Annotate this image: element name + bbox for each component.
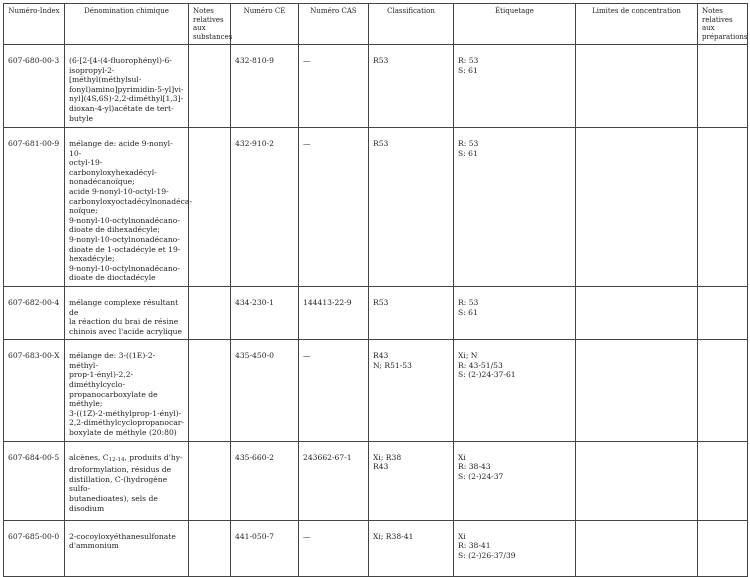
concentration-limits: [576, 286, 698, 339]
header-notes-substances: Notes relatives aux substances: [189, 4, 231, 45]
concentration-limits: [576, 128, 698, 287]
notes-preparations: [698, 45, 748, 128]
chemical-name-line: fonyl)amino]pyrimidin-5-yl]vi-: [69, 84, 184, 94]
classification-line: Xi; R38: [373, 452, 402, 462]
index-number: 607-683-00-X: [4, 340, 65, 441]
table-row: [4, 520, 748, 576]
classification-line: N; R51-53: [373, 360, 412, 370]
concentration-limits: [576, 340, 698, 441]
concentration-limits: [576, 45, 698, 128]
notes-preparations: [698, 286, 748, 339]
labelling-line: S: 61: [458, 65, 478, 75]
labelling: [454, 441, 576, 520]
chemical-name-line: la réaction du brai de résine: [69, 317, 179, 327]
chemical-name-line: (6-[2-[4-(4-fluorophényl)-6-: [69, 56, 172, 65]
ce-number: 435-660-2: [231, 441, 299, 520]
header-row: [4, 4, 748, 45]
labelling-line: Xi; N: [458, 351, 478, 361]
header-cas: Numéro CAS: [299, 4, 369, 45]
chemical-name-line: d'ammonium: [69, 541, 119, 551]
notes-substances: [189, 128, 231, 287]
chemical-name-line: dioate de dioctadécyle: [69, 273, 156, 283]
notes-preparations: [698, 520, 748, 576]
notes-substances: [189, 45, 231, 128]
chemical-name-line: boxylate de méthyle (20:80): [69, 428, 177, 438]
chemical-name-line: dioate de dihexadécyle;: [69, 225, 160, 235]
name-subscript: 12-14: [108, 456, 125, 463]
chemical-name-line: noïque;: [69, 206, 98, 216]
index-number: 607-685-00-0: [4, 520, 65, 576]
labelling-line: S: (2-)24-37-61: [458, 370, 516, 380]
labelling-line: R: 53: [458, 56, 479, 65]
labelling-line: R: 53: [458, 139, 479, 148]
labelling-line: R: 38-41: [458, 541, 491, 551]
chemical-name: [65, 128, 192, 287]
classification-line: R53: [373, 56, 389, 65]
chemical-name-line: butyle: [69, 113, 94, 123]
table-row: [4, 128, 748, 287]
chemical-name-line: 3-((1Z)-2-méthylprop-1-ényl)-: [69, 408, 182, 418]
notes-substances: [189, 286, 231, 339]
chemical-name: [65, 45, 189, 128]
classification: [369, 340, 454, 441]
chemical-name-line: mélange de: 3-((1E)-2-méthyl-: [69, 351, 156, 370]
classification-line: R43: [373, 351, 389, 361]
header-ce: Numéro CE: [231, 4, 299, 45]
chemical-name-line: chinois avec l'acide acrylique: [69, 326, 183, 336]
chemical-name: [65, 340, 189, 441]
header-classification: Classification: [369, 4, 454, 45]
chemical-name-line: dioate de 1-octadécyle et 19-: [69, 244, 181, 254]
classification: [369, 286, 454, 339]
chemical-name-line: nonadécanoïque;: [69, 177, 135, 187]
labelling: [454, 340, 576, 441]
ce-number: 434-230-1: [231, 286, 299, 339]
labelling: [454, 520, 576, 576]
labelling-line: R: 53: [458, 297, 479, 307]
classification: [369, 520, 454, 576]
labelling-line: Xi: [458, 531, 466, 541]
chemical-name-line: 2-cocoyloxyéthanesulfonate: [69, 531, 176, 541]
ce-number: 432-910-2: [231, 128, 299, 287]
table-row: [4, 45, 748, 128]
notes-substances: [189, 340, 231, 441]
chemical-name-line: nyl](4S,6S)-2,2-diméthyl[1,3]-: [69, 94, 184, 104]
index-number: 607-684-00-5: [4, 441, 65, 520]
chemical-name: [65, 441, 189, 520]
header-labelling: Étiquetage: [454, 4, 576, 45]
labelling-line: S: (2-)26-37/39: [458, 550, 516, 560]
classification: [369, 45, 454, 128]
ce-number: 432-810-9: [231, 45, 299, 128]
index-number: 607-682-00-4: [4, 286, 65, 339]
header-index: Numéro-Index: [4, 4, 65, 45]
ce-number: 435-450-0: [231, 340, 299, 441]
classification-line: R53: [373, 139, 389, 148]
labelling-line: R: 38-43: [458, 462, 491, 472]
classification: [369, 441, 454, 520]
notes-preparations: [698, 441, 748, 520]
index-number: 607-681-00-9: [4, 128, 65, 287]
labelling-line: S: 61: [458, 307, 478, 317]
index-number: 607-680-00-3: [4, 45, 65, 128]
notes-substances: [189, 441, 231, 520]
chemical-name: [65, 286, 189, 339]
chemical-name: [65, 520, 189, 576]
notes-substances: [189, 520, 231, 576]
classification-line: R43: [373, 462, 389, 472]
labelling-line: S: (2-)24-37: [458, 471, 504, 481]
table-row: [4, 286, 748, 339]
notes-preparations: [698, 128, 748, 287]
labelling-line: S: 61: [458, 148, 478, 158]
header-name: Dénomination chimique: [65, 4, 189, 45]
chemical-name-line: 9-nonyl-10-octylnonadécano-: [69, 263, 180, 273]
classification: [369, 128, 454, 287]
labelling: [454, 128, 576, 287]
labelling-line: R: 43-51/53: [458, 360, 503, 370]
chemical-name-line: hexadécyle;: [69, 254, 115, 264]
chemical-name-line: 2,2-diméthylcyclopropanocar-: [69, 418, 184, 428]
labelling: [454, 286, 576, 339]
concentration-limits: [576, 441, 698, 520]
chemical-name-line: octyl-19-carbonyloxyhexadécyl-: [69, 158, 157, 177]
chemical-name-line: propanocarboxylate de méthyle;: [69, 389, 158, 409]
header-notes-preparations: Notes relatives aux préparations: [698, 4, 748, 45]
name-text: alcènes, C: [69, 452, 109, 462]
ce-number: 441-050-7: [231, 520, 299, 576]
chemical-name-line: mélange de: acide 9-nonyl-10-: [69, 139, 173, 158]
chemical-name-line: prop-1-ényl)-2,2-diméthylcyclo-: [69, 370, 134, 390]
chemical-name-line: distillation, C-(hydrogène sulfo-: [69, 474, 168, 494]
table-row: [4, 441, 748, 520]
cas-number: —: [299, 45, 369, 128]
cas-number: —: [299, 520, 369, 576]
labelling: [454, 45, 576, 128]
classification-line: R53: [373, 297, 389, 307]
table-row: [4, 340, 748, 441]
classification-line: Xi; R38-41: [373, 531, 414, 541]
chemical-name-line: dioxan-4-yl)acétate de tert-: [69, 103, 174, 113]
header-limits: Limites de concentration: [576, 4, 698, 45]
substance-table: [3, 3, 748, 577]
name-text: , produits d'hy-: [124, 452, 183, 462]
cas-number: —: [299, 128, 369, 287]
chemical-name-line: 9-nonyl-10-octylnonadécano-: [69, 215, 180, 225]
labelling-line: Xi: [458, 452, 466, 462]
chemical-name-line: [69, 453, 184, 466]
chemical-name-line: carbonyloxyoctadécylnonadéca-: [69, 196, 192, 206]
chemical-name-line: isopropyl-2-[méthyl(méthylsul-: [69, 65, 142, 85]
chemical-name-line: acide 9-nonyl-10-octyl-19-: [69, 186, 169, 196]
notes-preparations: [698, 340, 748, 441]
concentration-limits: [576, 520, 698, 576]
chemical-name-line: droformylation, résidus de: [69, 465, 172, 475]
chemical-name-line: mélange complexe résultant de: [69, 297, 179, 317]
chemical-name-line: butanedioates), sels de disodium: [69, 494, 158, 513]
cas-number: 144413-22-9: [299, 286, 369, 339]
cas-number: 243662-67-1: [299, 441, 369, 520]
cas-number: —: [299, 340, 369, 441]
chemical-name-line: 9-nonyl-10-octylnonadécano-: [69, 234, 180, 244]
